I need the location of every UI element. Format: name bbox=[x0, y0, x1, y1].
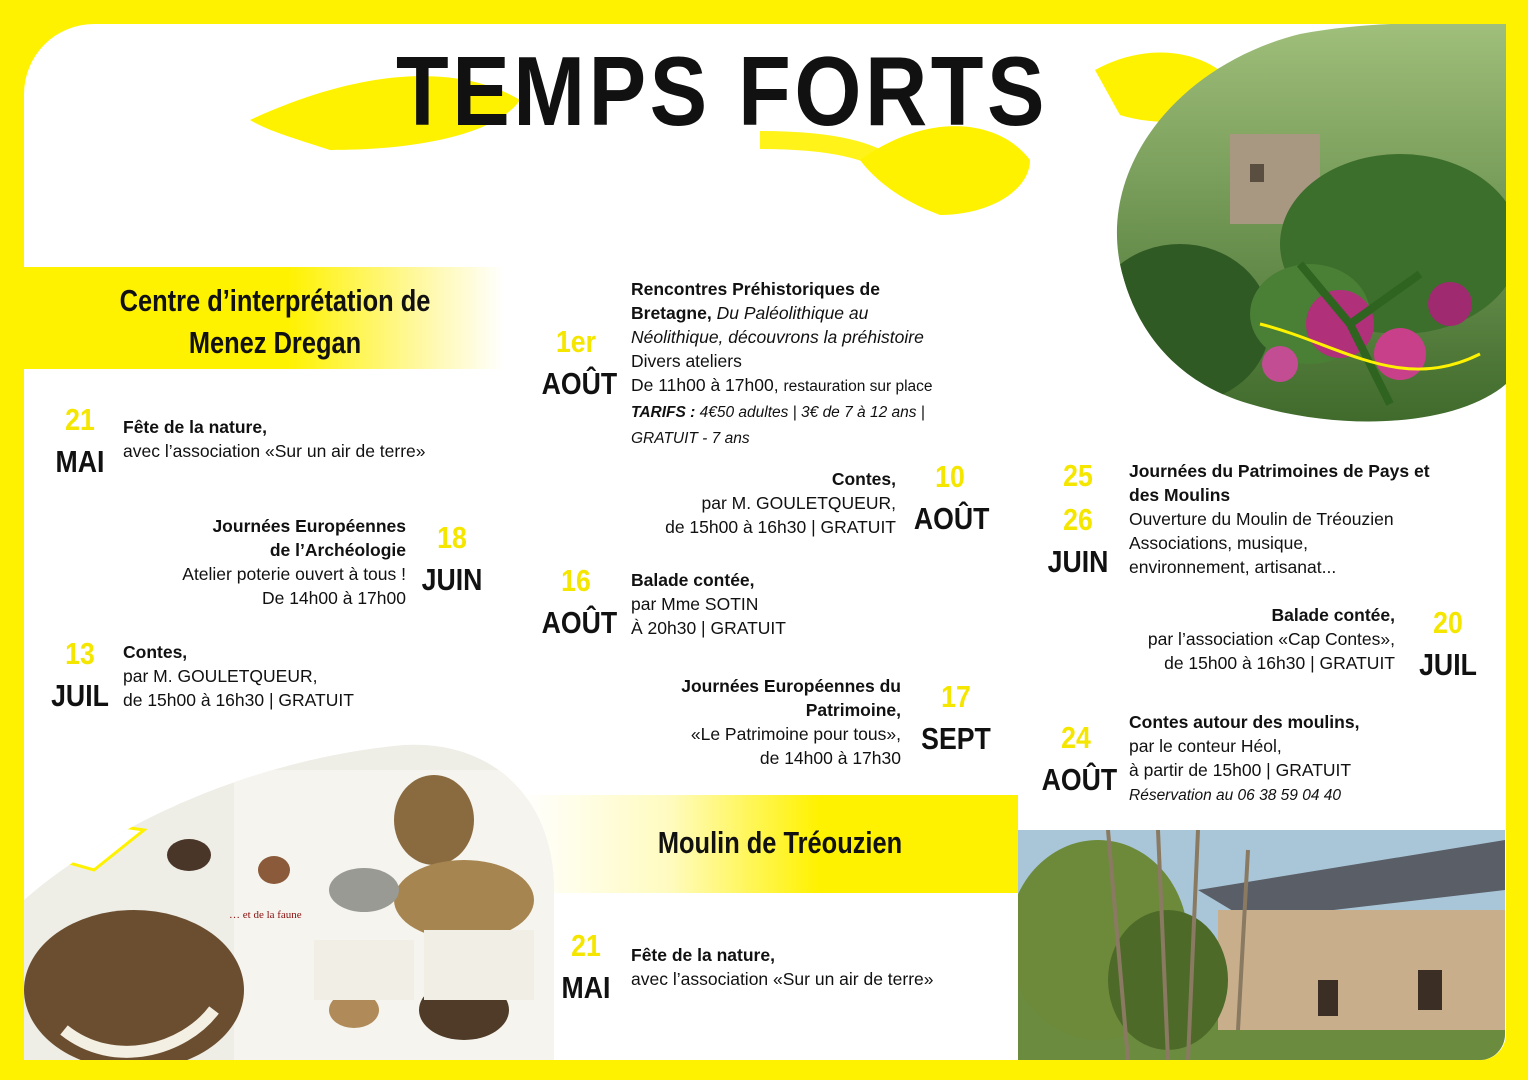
menez-section-title bbox=[99, 280, 452, 364]
event-month: JUIN bbox=[1047, 544, 1109, 579]
event-day-2: 26 bbox=[1063, 502, 1093, 537]
event-title-line2: de l’Archéologie bbox=[269, 540, 406, 560]
menez-title-line2: Menez Dregan bbox=[188, 325, 362, 360]
event-subtitle-line2: Néolithique, découvrons la préhistoire bbox=[631, 327, 924, 347]
event-title-line2: Patrimoine, bbox=[805, 700, 901, 720]
event-contes-10-aout bbox=[600, 467, 896, 539]
event-title-line1: Rencontres Préhistoriques de bbox=[631, 279, 880, 299]
event-tarifs-line1: 4€50 adultes | 3€ de 7 à 12 ans | bbox=[699, 404, 925, 421]
event-day: 21 bbox=[65, 402, 95, 437]
event-tarifs-line2: GRATUIT - 7 ans bbox=[631, 430, 750, 447]
event-date-20-juil bbox=[1415, 603, 1480, 687]
event-day: 16 bbox=[561, 563, 591, 598]
event-month: JUIL bbox=[51, 678, 109, 713]
event-month: AOÛT bbox=[913, 501, 990, 536]
event-balade-sotin bbox=[631, 568, 931, 640]
event-restauration: restauration sur place bbox=[783, 378, 933, 395]
event-detail-2: Associations, musique, bbox=[1129, 533, 1308, 553]
event-date-10-aout bbox=[913, 457, 990, 541]
event-month: MAI bbox=[561, 970, 611, 1005]
event-title-line1: Journées Européennes du bbox=[681, 676, 901, 696]
event-date-16-aout bbox=[541, 561, 618, 645]
event-archeologie bbox=[120, 514, 406, 610]
event-day-1: 25 bbox=[1063, 458, 1093, 493]
event-day: 21 bbox=[571, 928, 601, 963]
event-tarifs-label: TARIFS : bbox=[631, 404, 696, 421]
event-title: Balade contée, bbox=[1271, 605, 1395, 625]
event-detail: par le conteur Héol, bbox=[1129, 736, 1282, 756]
event-month: SEPT bbox=[921, 721, 991, 756]
event-detail: par Mme SOTIN bbox=[631, 594, 759, 614]
event-hours: de 15h00 à 16h30 | GRATUIT bbox=[1164, 653, 1395, 673]
event-date-24-aout bbox=[1041, 718, 1118, 802]
event-date-21-mai-moulin bbox=[553, 926, 618, 1010]
event-title-line1: Journées du Patrimoines de Pays et bbox=[1129, 461, 1430, 481]
event-hours: De 14h00 à 17h00 bbox=[261, 588, 406, 608]
event-detail: par M. GOULETQUEUR, bbox=[701, 493, 896, 513]
mill-photo bbox=[1018, 830, 1505, 1060]
event-date-13-juil bbox=[49, 634, 111, 718]
event-month: AOÛT bbox=[541, 605, 618, 640]
event-contes-menez bbox=[123, 640, 453, 712]
event-detail: avec l’association «Sur un air de terre» bbox=[123, 441, 426, 461]
page-title: TEMPS FORTS bbox=[396, 36, 1049, 146]
event-date-1er-aout bbox=[541, 322, 618, 406]
event-month: MAI bbox=[55, 444, 105, 479]
event-title-line2: des Moulins bbox=[1129, 485, 1231, 505]
event-title: Contes autour des moulins, bbox=[1129, 712, 1360, 732]
event-day: 17 bbox=[941, 679, 971, 714]
event-hours: À 20h30 | GRATUIT bbox=[631, 618, 786, 638]
event-reservation: Réservation au 06 38 59 04 40 bbox=[1129, 787, 1341, 804]
event-title: Contes, bbox=[123, 642, 188, 662]
menez-title-line1: Centre d’interprétation de bbox=[119, 283, 431, 318]
event-month: AOÛT bbox=[1041, 762, 1118, 797]
event-detail: par M. GOULETQUEUR, bbox=[123, 666, 318, 686]
moulin-section-title: Moulin de Tréouzien bbox=[657, 825, 903, 860]
event-day: 24 bbox=[1061, 720, 1091, 755]
event-day: 1er bbox=[555, 324, 597, 359]
event-title-line2: Bretagne, bbox=[631, 303, 712, 323]
museum-panel-photo bbox=[24, 740, 556, 1060]
event-day: 20 bbox=[1433, 605, 1463, 640]
event-fete-nature-menez bbox=[123, 415, 503, 463]
event-month: JUIL bbox=[1419, 647, 1477, 682]
event-detail-3: environnement, artisanat... bbox=[1129, 557, 1337, 577]
event-detail: «Le Patrimoine pour tous», bbox=[690, 724, 901, 744]
event-detail: Divers ateliers bbox=[631, 351, 742, 371]
event-hours: de 15h00 à 16h30 | GRATUIT bbox=[665, 517, 896, 537]
event-hours: à partir de 15h00 | GRATUIT bbox=[1129, 760, 1352, 780]
museum-panel-caption: … et de la faune bbox=[229, 909, 302, 921]
event-day: 10 bbox=[935, 459, 965, 494]
event-rencontres-prehistoriques bbox=[631, 277, 1001, 451]
event-detail: par l’association «Cap Contes», bbox=[1147, 629, 1395, 649]
event-hours: de 15h00 à 16h30 | GRATUIT bbox=[123, 690, 354, 710]
event-patrimoine bbox=[610, 674, 901, 770]
event-hours: de 14h00 à 17h30 bbox=[759, 748, 901, 768]
event-title: Contes, bbox=[831, 469, 896, 489]
event-date-25-26-juin bbox=[1045, 456, 1110, 584]
event-date-17-sept bbox=[920, 677, 992, 761]
event-patrimoine-moulins bbox=[1129, 459, 1479, 579]
garden-photo bbox=[1100, 24, 1506, 424]
event-date-18-juin bbox=[419, 518, 484, 602]
event-hours: De 11h00 à 17h00, bbox=[631, 375, 779, 395]
event-title: Fête de la nature, bbox=[123, 417, 267, 437]
event-detail: avec l’association «Sur un air de terre» bbox=[631, 969, 934, 989]
event-detail: Atelier poterie ouvert à tous ! bbox=[182, 564, 406, 584]
event-day: 13 bbox=[65, 636, 95, 671]
event-balade-cap-contes bbox=[1070, 603, 1395, 675]
event-title: Fête de la nature, bbox=[631, 945, 775, 965]
event-month: JUIN bbox=[421, 562, 483, 597]
event-month: AOÛT bbox=[541, 366, 618, 401]
event-date-21-mai bbox=[49, 400, 111, 484]
event-title-line1: Journées Européennes bbox=[212, 516, 406, 536]
event-detail: Ouverture du Moulin de Tréouzien bbox=[1129, 509, 1394, 529]
event-title: Balade contée, bbox=[631, 570, 755, 590]
event-contes-moulins bbox=[1129, 710, 1479, 808]
event-subtitle-line1: Du Paléolithique au bbox=[716, 303, 869, 323]
event-day: 18 bbox=[437, 520, 467, 555]
event-fete-nature-moulin bbox=[631, 943, 1011, 991]
